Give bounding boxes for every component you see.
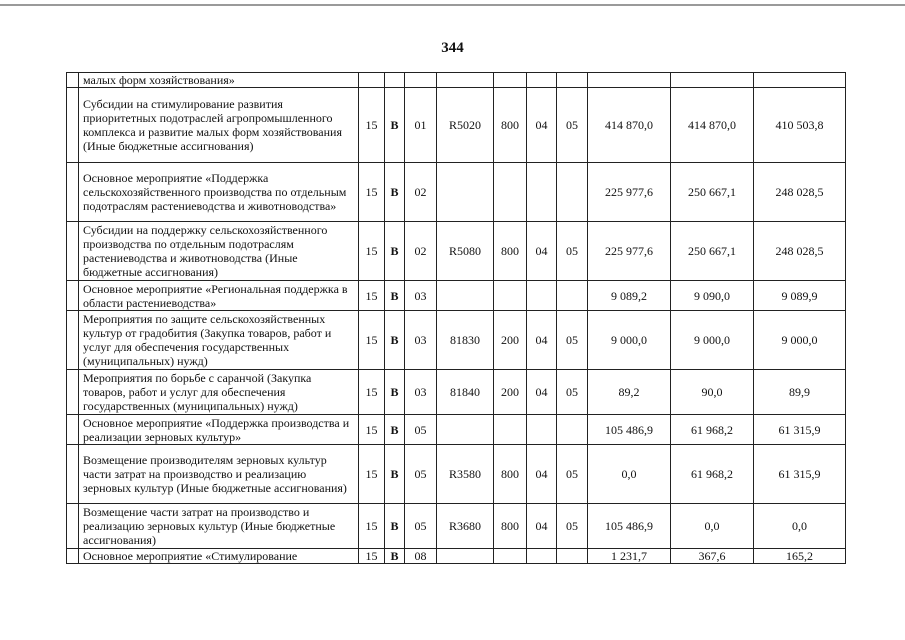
- code-subprogram: В: [385, 504, 405, 549]
- amount-year-2: [671, 73, 754, 88]
- code-direction: [437, 549, 494, 564]
- code-expense-type: 200: [494, 370, 527, 415]
- budget-table: [66, 72, 846, 564]
- code-program: 15: [359, 163, 385, 222]
- code-subsection: [557, 549, 588, 564]
- table-row: [67, 222, 846, 281]
- row-name: Возмещение производителям зерновых культур части затрат на производство и реализацию зерновых культур (Иные бюджетные ассигнования): [79, 445, 359, 504]
- row-name: Основное мероприятие «Поддержка сельскохозяйственного производства по отдельным подотраслям растениеводства и животноводства»: [79, 163, 359, 222]
- code-event: 03: [405, 311, 437, 370]
- amount-year-2: 367,6: [671, 549, 754, 564]
- amount-year-1: 9 000,0: [588, 311, 671, 370]
- amount-year-3: 9 089,9: [754, 281, 846, 311]
- code-expense-type: [494, 163, 527, 222]
- amount-year-3: 89,9: [754, 370, 846, 415]
- code-subprogram: В: [385, 370, 405, 415]
- code-subsection: 05: [557, 222, 588, 281]
- code-event: 01: [405, 88, 437, 163]
- code-subsection: 05: [557, 370, 588, 415]
- code-expense-type: [494, 73, 527, 88]
- amount-year-2: 250 667,1: [671, 163, 754, 222]
- amount-year-2: 414 870,0: [671, 88, 754, 163]
- amount-year-1: 105 486,9: [588, 415, 671, 445]
- code-subprogram: В: [385, 415, 405, 445]
- code-subsection: [557, 415, 588, 445]
- amount-year-3: [754, 73, 846, 88]
- code-subprogram: В: [385, 445, 405, 504]
- amount-year-1: 105 486,9: [588, 504, 671, 549]
- table-row: [67, 163, 846, 222]
- table-row: [67, 73, 846, 88]
- code-event: 02: [405, 222, 437, 281]
- code-subprogram: В: [385, 163, 405, 222]
- code-section: 04: [527, 311, 557, 370]
- table-row: [67, 549, 846, 564]
- row-name: Возмещение части затрат на производство и реализацию зерновых культур (Иные бюджетные ассигнования): [79, 504, 359, 549]
- amount-year-3: 9 000,0: [754, 311, 846, 370]
- code-subprogram: В: [385, 549, 405, 564]
- row-margin-cell: [67, 311, 79, 370]
- row-name: Основное мероприятие «Региональная поддержка в области растениеводства»: [79, 281, 359, 311]
- code-program: 15: [359, 281, 385, 311]
- scan-edge-line: [0, 4, 905, 6]
- code-section: [527, 549, 557, 564]
- code-event: 05: [405, 415, 437, 445]
- code-section: 04: [527, 370, 557, 415]
- code-subsection: [557, 281, 588, 311]
- code-subsection: 05: [557, 445, 588, 504]
- code-direction: [437, 281, 494, 311]
- amount-year-1: 0,0: [588, 445, 671, 504]
- amount-year-1: [588, 73, 671, 88]
- table-row: [67, 370, 846, 415]
- code-event: [405, 73, 437, 88]
- table-row: [67, 415, 846, 445]
- amount-year-2: 9 090,0: [671, 281, 754, 311]
- row-margin-cell: [67, 445, 79, 504]
- amount-year-3: 61 315,9: [754, 445, 846, 504]
- code-direction: [437, 163, 494, 222]
- code-section: 04: [527, 445, 557, 504]
- amount-year-3: 248 028,5: [754, 222, 846, 281]
- code-program: 15: [359, 504, 385, 549]
- amount-year-2: 61 968,2: [671, 445, 754, 504]
- code-program: 15: [359, 370, 385, 415]
- amount-year-3: 165,2: [754, 549, 846, 564]
- code-expense-type: [494, 549, 527, 564]
- code-program: 15: [359, 88, 385, 163]
- amount-year-2: 61 968,2: [671, 415, 754, 445]
- amount-year-1: 225 977,6: [588, 163, 671, 222]
- code-direction: [437, 415, 494, 445]
- code-event: 08: [405, 549, 437, 564]
- code-subsection: 05: [557, 504, 588, 549]
- code-event: 03: [405, 281, 437, 311]
- code-direction: R3580: [437, 445, 494, 504]
- row-margin-cell: [67, 415, 79, 445]
- row-margin-cell: [67, 73, 79, 88]
- code-subsection: 05: [557, 88, 588, 163]
- amount-year-1: 89,2: [588, 370, 671, 415]
- code-event: 05: [405, 504, 437, 549]
- row-name: Субсидии на стимулирование развития приоритетных подотраслей агропромышленного комплекса и развитие малых форм хозяйствования (Иные бюджетные ассигнования): [79, 88, 359, 163]
- code-section: 04: [527, 88, 557, 163]
- table-row: [67, 281, 846, 311]
- code-expense-type: 200: [494, 311, 527, 370]
- amount-year-1: 225 977,6: [588, 222, 671, 281]
- code-subprogram: В: [385, 281, 405, 311]
- code-direction: 81840: [437, 370, 494, 415]
- amount-year-3: 0,0: [754, 504, 846, 549]
- amount-year-1: 414 870,0: [588, 88, 671, 163]
- amount-year-3: 410 503,8: [754, 88, 846, 163]
- row-margin-cell: [67, 222, 79, 281]
- code-subsection: 05: [557, 311, 588, 370]
- amount-year-2: 250 667,1: [671, 222, 754, 281]
- code-expense-type: [494, 281, 527, 311]
- code-subsection: [557, 73, 588, 88]
- row-name: Основное мероприятие «Стимулирование: [79, 549, 359, 564]
- code-direction: 81830: [437, 311, 494, 370]
- code-subprogram: [385, 73, 405, 88]
- code-subprogram: В: [385, 88, 405, 163]
- code-program: 15: [359, 311, 385, 370]
- table-row: [67, 88, 846, 163]
- row-margin-cell: [67, 163, 79, 222]
- page-number: 344: [441, 40, 464, 56]
- budget-table-body: [67, 73, 846, 564]
- code-expense-type: [494, 415, 527, 445]
- code-expense-type: 800: [494, 88, 527, 163]
- code-direction: [437, 73, 494, 88]
- code-event: 02: [405, 163, 437, 222]
- code-program: 15: [359, 222, 385, 281]
- row-margin-cell: [67, 549, 79, 564]
- row-name: Субсидии на поддержку сельскохозяйственного производства по отдельным подотраслям растениеводства и животноводства (Иные бюджетные ассигнования): [79, 222, 359, 281]
- amount-year-3: 248 028,5: [754, 163, 846, 222]
- code-section: 04: [527, 222, 557, 281]
- code-program: 15: [359, 415, 385, 445]
- row-name: Мероприятия по борьбе с саранчой (Закупка товаров, работ и услуг для обеспечения государственных (муниципальных) нужд): [79, 370, 359, 415]
- table-row: [67, 504, 846, 549]
- amount-year-3: 61 315,9: [754, 415, 846, 445]
- code-section: [527, 281, 557, 311]
- code-expense-type: 800: [494, 445, 527, 504]
- code-section: [527, 163, 557, 222]
- code-program: [359, 73, 385, 88]
- row-name: Основное мероприятие «Поддержка производства и реализации зерновых культур»: [79, 415, 359, 445]
- code-program: 15: [359, 445, 385, 504]
- code-expense-type: 800: [494, 222, 527, 281]
- code-section: 04: [527, 504, 557, 549]
- row-margin-cell: [67, 281, 79, 311]
- code-event: 03: [405, 370, 437, 415]
- code-direction: R5020: [437, 88, 494, 163]
- row-name: малых форм хозяйствования»: [79, 73, 359, 88]
- row-margin-cell: [67, 504, 79, 549]
- amount-year-2: 0,0: [671, 504, 754, 549]
- row-name: Мероприятия по защите сельскохозяйственных культур от градобития (Закупка товаров, работ и услуг для обеспечения государственных (муниципальных) нужд): [79, 311, 359, 370]
- amount-year-1: 9 089,2: [588, 281, 671, 311]
- code-subsection: [557, 163, 588, 222]
- row-margin-cell: [67, 88, 79, 163]
- code-section: [527, 73, 557, 88]
- table-row: [67, 445, 846, 504]
- code-direction: R3680: [437, 504, 494, 549]
- code-program: 15: [359, 549, 385, 564]
- amount-year-1: 1 231,7: [588, 549, 671, 564]
- code-section: [527, 415, 557, 445]
- amount-year-2: 9 000,0: [671, 311, 754, 370]
- code-subprogram: В: [385, 222, 405, 281]
- code-direction: R5080: [437, 222, 494, 281]
- code-expense-type: 800: [494, 504, 527, 549]
- table-row: [67, 311, 846, 370]
- amount-year-2: 90,0: [671, 370, 754, 415]
- code-subprogram: В: [385, 311, 405, 370]
- row-margin-cell: [67, 370, 79, 415]
- code-event: 05: [405, 445, 437, 504]
